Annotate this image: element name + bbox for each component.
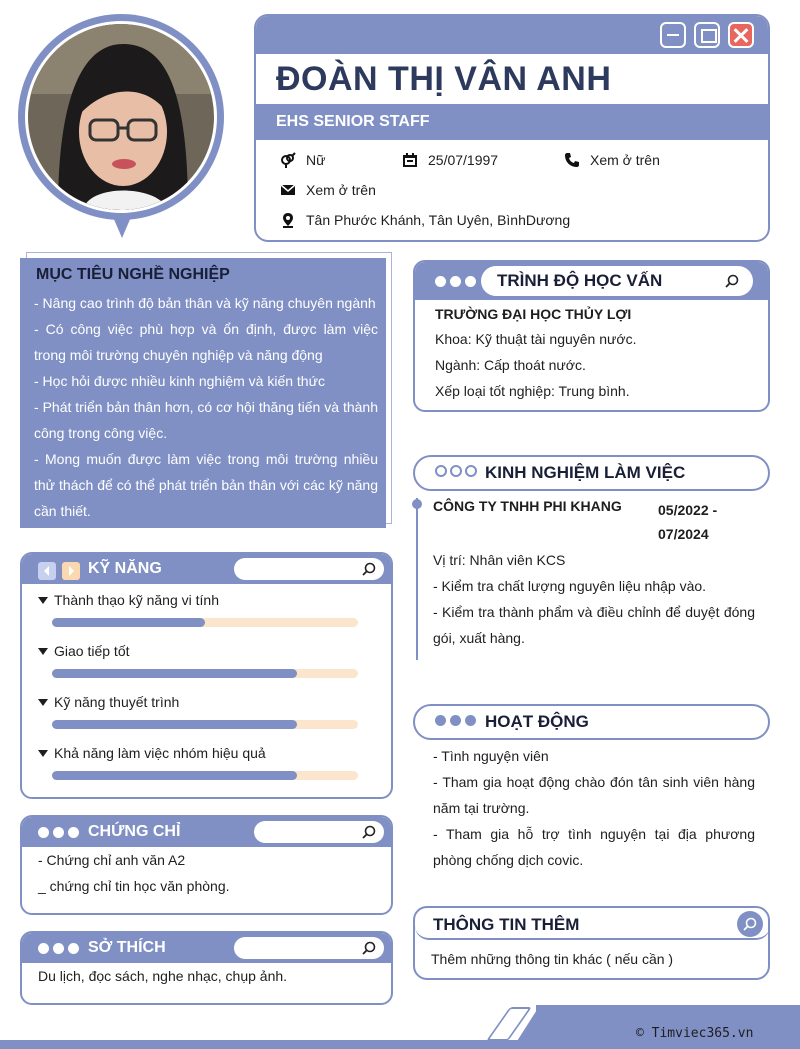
activities-header xyxy=(413,704,770,740)
certificates-title: CHỨNG CHỈ xyxy=(88,823,181,840)
career-objective-section xyxy=(20,258,386,528)
header-card xyxy=(254,14,770,242)
certificate-item: _ chứng chỉ tin học văn phòng. xyxy=(38,878,230,894)
experience-details xyxy=(433,547,755,651)
job-title-bar xyxy=(256,104,768,140)
objective-line: - Mong muốn được làm việc trong môi trường nhiều thử thách để có thể phát triển bản thân với các kỹ năng cần thiết. xyxy=(34,451,378,519)
extra-info-title: THÔNG TIN THÊM xyxy=(433,915,580,934)
address-value: Tân Phước Khánh, Tân Uyên, BìnhDương xyxy=(306,212,571,228)
search-icon xyxy=(362,825,376,839)
prev-arrow-icon[interactable] xyxy=(38,562,56,580)
skill-bar-track xyxy=(52,618,358,627)
full-name: ĐOÀN THỊ VÂN ANH xyxy=(276,60,612,98)
objective-line: - Học hỏi được nhiều kinh nghiệm và kiến thức xyxy=(34,373,325,389)
skills-title: KỸ NĂNG xyxy=(88,560,162,577)
profile-photo xyxy=(28,24,214,210)
mail-icon xyxy=(280,182,296,198)
gender-row xyxy=(280,152,325,168)
hobbies-search-bar[interactable] xyxy=(234,937,384,959)
email-value: Xem ở trên xyxy=(306,182,376,198)
caret-down-icon xyxy=(38,648,48,655)
experience-line: - Kiểm tra chất lượng nguyên liệu nhập vào. xyxy=(433,578,707,594)
objective-line: - Có công việc phù hợp và ổn định, được làm việc trong môi trường chuyên nghiệp và năng động xyxy=(34,321,378,363)
decor-dots xyxy=(38,827,79,838)
phone-row xyxy=(564,152,660,168)
hobbies-text: Du lịch, đọc sách, nghe nhạc, chụp ảnh. xyxy=(38,968,288,984)
skill-bar-fill xyxy=(52,720,297,729)
location-icon xyxy=(280,212,296,228)
skill-bar-fill xyxy=(52,669,297,678)
avatar-pointer xyxy=(110,210,134,238)
objective-line: - Phát triển bản thân hơn, có cơ hội thăng tiến và thành công trong công việc. xyxy=(34,399,378,441)
search-icon xyxy=(743,917,757,931)
activities-title: HOẠT ĐỘNG xyxy=(485,712,589,731)
copyright-text: © Timviec365.vn xyxy=(636,1026,754,1041)
skill-bar-track xyxy=(52,669,358,678)
caret-down-icon xyxy=(38,699,48,706)
education-line: Ngành: Cấp thoát nước. xyxy=(435,357,586,373)
minimize-button[interactable] xyxy=(660,22,686,48)
education-title-pill xyxy=(481,266,753,296)
skill-label: Giao tiếp tốt xyxy=(54,643,130,659)
caret-down-icon xyxy=(38,597,48,604)
hobbies-section xyxy=(20,931,393,1005)
phone-icon xyxy=(564,152,580,168)
timeline-line xyxy=(416,498,418,660)
certificates-section xyxy=(20,815,393,915)
certificates-list xyxy=(38,847,230,899)
activity-line: - Tình nguyện viên xyxy=(433,748,549,764)
period-start: 05/2022 - xyxy=(658,502,718,518)
email-row xyxy=(280,182,376,198)
address-row xyxy=(280,212,570,228)
avatar xyxy=(18,14,226,242)
timeline-dot xyxy=(412,499,422,509)
skill-item xyxy=(38,592,219,608)
experience-line: Vị trí: Nhân viên KCS xyxy=(433,552,566,568)
education-line: Khoa: Kỹ thuật tài nguyên nước. xyxy=(435,331,637,347)
window-titlebar xyxy=(256,16,768,54)
skill-bar-track xyxy=(52,720,358,729)
maximize-button[interactable] xyxy=(694,22,720,48)
school-name: TRƯỜNG ĐẠI HỌC THỦY LỢI xyxy=(435,306,632,322)
job-title: EHS SENIOR STAFF xyxy=(276,113,430,130)
decor-dots xyxy=(435,715,476,726)
decor-dots xyxy=(38,943,79,954)
skill-label: Kỹ năng thuyết trình xyxy=(54,694,180,710)
skill-item xyxy=(38,694,179,710)
certificates-search-bar[interactable] xyxy=(254,821,384,843)
education-line: Xếp loại tốt nghiệp: Trung bình. xyxy=(435,383,630,399)
company-name: CÔNG TY TNHH PHI KHANG xyxy=(433,498,622,514)
activity-line: - Tham gia hoạt động chào đón tân sinh viên hàng năm tại trường. xyxy=(433,774,755,816)
objective-title: MỤC TIÊU NGHỀ NGHIỆP xyxy=(36,266,230,283)
education-title: TRÌNH ĐỘ HỌC VẤN xyxy=(497,271,663,290)
work-period xyxy=(658,498,717,546)
gender-icon xyxy=(280,152,296,168)
skill-label: Thành thạo kỹ năng vi tính xyxy=(54,592,219,608)
certificate-item: - Chứng chỉ anh văn A2 xyxy=(38,852,186,868)
activities-list xyxy=(433,743,755,873)
activity-line: - Tham gia hỗ trợ tình nguyện tại địa phương phòng chống dịch covic. xyxy=(433,826,755,868)
skills-search-bar[interactable] xyxy=(234,558,384,580)
search-icon[interactable] xyxy=(725,274,739,288)
close-button[interactable] xyxy=(728,22,754,48)
skill-bar-fill xyxy=(52,618,205,627)
education-section xyxy=(413,260,770,412)
search-icon xyxy=(362,941,376,955)
extra-info-search-button[interactable] xyxy=(737,911,763,937)
decor-dots-outline xyxy=(435,465,477,477)
objective-line: - Nâng cao trình độ bản thân và kỹ năng chuyên ngành xyxy=(34,295,376,311)
gender-value: Nữ xyxy=(306,152,326,168)
skill-item xyxy=(38,643,130,659)
skill-bar-fill xyxy=(52,771,297,780)
experience-title: KINH NGHIỆM LÀM VIỆC xyxy=(485,463,686,482)
caret-down-icon xyxy=(38,750,48,757)
extra-info-text: Thêm những thông tin khác ( nếu cần ) xyxy=(431,951,674,967)
search-icon xyxy=(362,562,376,576)
skill-item xyxy=(38,745,266,761)
skill-label: Khả năng làm việc nhóm hiệu quả xyxy=(54,745,266,761)
hobbies-title: SỞ THÍCH xyxy=(88,939,166,956)
birthday-value: 25/07/1997 xyxy=(428,152,499,168)
birthday-row xyxy=(402,152,498,168)
experience-header xyxy=(413,455,770,491)
objective-body xyxy=(34,290,378,524)
education-details xyxy=(435,326,636,404)
skills-section xyxy=(20,552,393,799)
skill-bar-track xyxy=(52,771,358,780)
decor-dots xyxy=(435,276,476,287)
phone-value: Xem ở trên xyxy=(590,152,660,168)
calendar-icon xyxy=(402,152,418,168)
next-arrow-icon[interactable] xyxy=(62,562,80,580)
period-end: 07/2024 xyxy=(658,526,709,542)
experience-line: - Kiểm tra thành phẩm và điều chỉnh để duyệt đóng gói, xuất hàng. xyxy=(433,604,755,646)
extra-info-section xyxy=(413,906,770,980)
